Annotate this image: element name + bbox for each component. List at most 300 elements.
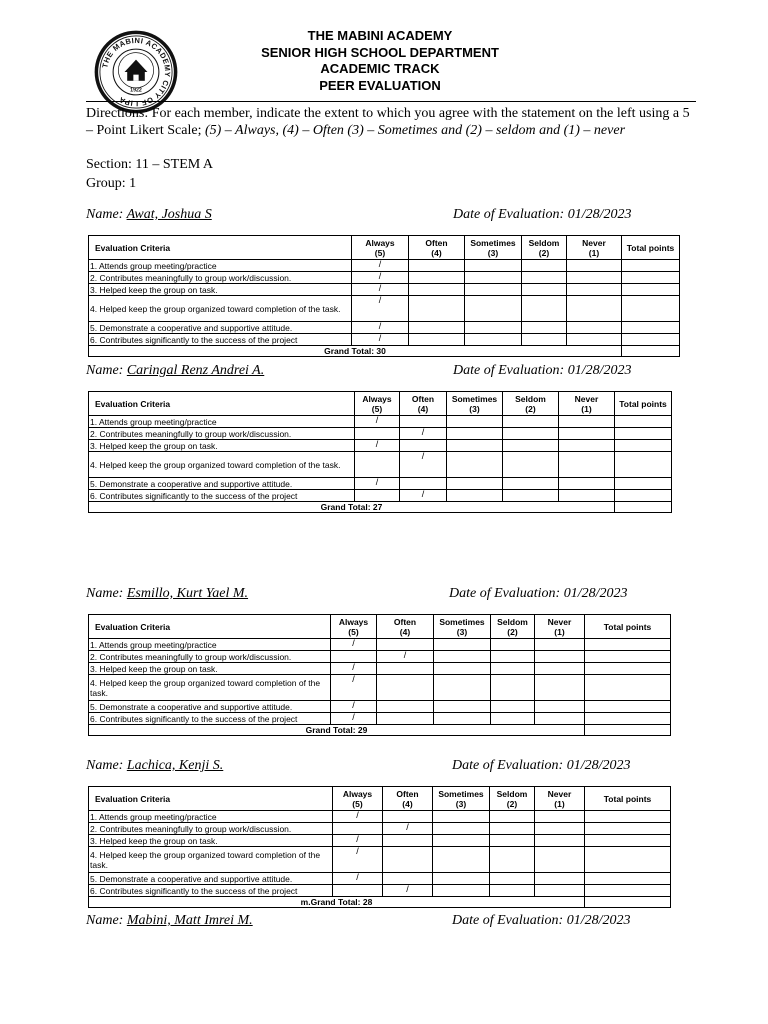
total-points-cell[interactable] — [615, 428, 672, 440]
never-cell[interactable] — [535, 675, 585, 701]
always-header — [333, 787, 383, 811]
sometimes-cell[interactable] — [465, 272, 522, 284]
never-cell[interactable] — [559, 428, 615, 440]
never-cell[interactable] — [535, 713, 585, 725]
grand-total: Grand Total: 27 — [89, 502, 615, 513]
always-cell[interactable] — [331, 651, 377, 663]
seldom-header — [503, 392, 559, 416]
evaluation-date: 01/28/2023 — [566, 913, 631, 928]
often-cell[interactable] — [409, 284, 465, 296]
table-row — [89, 322, 680, 334]
always-cell[interactable] — [333, 885, 383, 897]
always-cell[interactable] — [331, 639, 377, 651]
seldom-header-label: Seldom — [515, 393, 546, 404]
total-points-cell[interactable] — [585, 675, 671, 701]
never-cell[interactable] — [535, 811, 585, 823]
sometimes-header-score: (3) — [456, 626, 468, 637]
table-row — [89, 663, 671, 675]
seldom-cell[interactable] — [503, 440, 559, 452]
seal-text: THE MABINI ACADEMY CITY OF LIPA — [100, 35, 173, 109]
total-points-cell[interactable] — [622, 322, 680, 334]
evaluation-table — [88, 391, 672, 513]
always-header — [352, 236, 409, 260]
table-row — [89, 823, 671, 835]
seldom-cell[interactable] — [503, 452, 559, 478]
total-points-cell[interactable] — [585, 835, 671, 847]
sometimes-header-label: Sometimes — [470, 237, 516, 248]
seldom-header-score: (2) — [525, 403, 536, 414]
total-points-cell[interactable] — [615, 490, 672, 502]
sometimes-header-score: (3) — [469, 403, 480, 414]
seldom-cell[interactable] — [491, 663, 535, 675]
table-row — [89, 713, 671, 725]
never-header — [567, 236, 622, 260]
criterion-text: 1. Attends group meeting/practice — [89, 639, 331, 651]
name-label: Name: — [86, 758, 127, 773]
always-cell[interactable] — [331, 663, 377, 675]
section-label: Section: 11 – STEM A — [86, 157, 214, 172]
sometimes-cell[interactable] — [447, 478, 503, 490]
criterion-text: 2. Contributes meaningfully to group work/discussion. — [89, 428, 355, 440]
check-mark: / — [403, 650, 407, 660]
criterion-text: 2. Contributes meaningfully to group work/discussion. — [89, 823, 333, 835]
date-label: Date of Evaluation: — [453, 363, 568, 378]
always-cell[interactable] — [333, 873, 383, 885]
seldom-cell[interactable] — [522, 260, 567, 272]
date-label: Date of Evaluation: — [453, 207, 568, 222]
always-cell[interactable] — [355, 440, 400, 452]
never-cell[interactable] — [567, 284, 622, 296]
often-header-score: (4) — [417, 403, 429, 414]
seldom-cell[interactable] — [490, 873, 535, 885]
total-points-cell[interactable] — [585, 651, 671, 663]
sometimes-cell[interactable] — [465, 284, 522, 296]
never-cell[interactable] — [559, 478, 615, 490]
grand-total: m.Grand Total: 28 — [89, 897, 585, 908]
seldom-cell[interactable] — [491, 701, 535, 713]
often-cell[interactable] — [383, 823, 433, 835]
seldom-header-score: (2) — [506, 798, 518, 809]
total-points-cell[interactable] — [585, 823, 671, 835]
often-cell[interactable] — [377, 663, 434, 675]
form-title: PEER EVALUATION — [319, 77, 441, 93]
grand-total-row — [89, 502, 672, 513]
sometimes-cell[interactable] — [465, 296, 522, 322]
never-cell[interactable] — [535, 835, 585, 847]
often-cell[interactable] — [377, 701, 434, 713]
table-row — [89, 272, 680, 284]
table-row — [89, 296, 680, 322]
often-cell[interactable] — [400, 428, 447, 440]
never-header-label: Never — [574, 393, 599, 404]
total-points-header: Total points — [585, 615, 671, 639]
often-cell[interactable] — [409, 260, 465, 272]
directions-plain: Directions: For each member, indicate the extent to which you agree with the statement on the left using a 5 – Point Likert Scale; — [86, 106, 690, 138]
sometimes-cell[interactable] — [433, 823, 490, 835]
check-mark: / — [406, 822, 409, 832]
table-row — [89, 701, 671, 713]
seldom-header — [490, 787, 535, 811]
sometimes-cell[interactable] — [447, 428, 503, 440]
sometimes-header-score: (3) — [487, 247, 499, 258]
often-header-score: (4) — [399, 626, 411, 637]
member-name-line — [86, 363, 264, 379]
never-cell[interactable] — [535, 823, 585, 835]
always-cell[interactable] — [333, 823, 383, 835]
sometimes-cell[interactable] — [434, 675, 491, 701]
total-points-cell[interactable] — [615, 452, 672, 478]
total-points-cell[interactable] — [615, 478, 672, 490]
sometimes-cell[interactable] — [434, 651, 491, 663]
often-cell[interactable] — [383, 873, 433, 885]
often-cell[interactable] — [383, 847, 433, 873]
sometimes-header — [447, 392, 503, 416]
total-points-cell[interactable] — [585, 701, 671, 713]
never-cell[interactable] — [535, 847, 585, 873]
total-points-cell[interactable] — [585, 873, 671, 885]
grand-total-points-cell[interactable] — [615, 502, 672, 513]
sometimes-cell[interactable] — [433, 847, 490, 873]
criterion-text: 3. Helped keep the group on task. — [89, 440, 355, 452]
seldom-cell[interactable] — [490, 835, 535, 847]
sometimes-header — [433, 787, 490, 811]
often-cell[interactable] — [377, 639, 434, 651]
check-mark: / — [356, 872, 359, 882]
always-cell[interactable] — [331, 675, 377, 701]
total-points-cell[interactable] — [622, 334, 680, 346]
always-cell[interactable] — [331, 713, 377, 725]
criterion-text: 5. Demonstrate a cooperative and supportive attitude. — [89, 873, 333, 885]
seldom-cell[interactable] — [490, 823, 535, 835]
seldom-cell[interactable] — [503, 478, 559, 490]
table-row — [89, 428, 672, 440]
often-cell[interactable] — [400, 478, 447, 490]
sometimes-cell[interactable] — [434, 701, 491, 713]
seldom-cell[interactable] — [522, 334, 567, 346]
never-cell[interactable] — [535, 651, 585, 663]
seldom-header-label: Seldom — [497, 616, 528, 627]
check-mark: / — [375, 415, 379, 425]
often-cell[interactable] — [377, 651, 434, 663]
table-row — [89, 885, 671, 897]
never-header-score: (1) — [554, 626, 565, 637]
evaluation-date-line — [452, 758, 630, 774]
date-label: Date of Evaluation: — [449, 586, 564, 601]
often-header-label: Often — [396, 788, 419, 799]
sometimes-cell[interactable] — [433, 873, 490, 885]
table-row — [89, 334, 680, 346]
evaluation-date-line — [453, 363, 631, 379]
often-header-label: Often — [411, 393, 435, 404]
never-cell[interactable] — [559, 490, 615, 502]
criteria-header: Evaluation Criteria — [89, 236, 352, 260]
table-row — [89, 651, 671, 663]
check-mark: / — [352, 700, 355, 710]
sometimes-cell[interactable] — [447, 490, 503, 502]
criterion-text: 4. Helped keep the group organized toward completion of the task. — [89, 847, 333, 873]
total-points-cell[interactable] — [585, 811, 671, 823]
never-header — [559, 392, 615, 416]
criterion-text: 3. Helped keep the group on task. — [89, 284, 352, 296]
always-header-label: Always — [365, 237, 395, 248]
often-cell[interactable] — [377, 675, 434, 701]
member-name: Caringal Renz Andrei A. — [126, 363, 265, 378]
always-cell[interactable] — [355, 428, 400, 440]
evaluation-date: 01/28/2023 — [567, 207, 632, 222]
often-header-score: (4) — [402, 798, 413, 809]
always-cell[interactable] — [333, 847, 383, 873]
criterion-text: 3. Helped keep the group on task. — [89, 663, 331, 675]
directions-text — [86, 105, 698, 139]
sometimes-header-label: Sometimes — [439, 616, 485, 627]
seldom-cell[interactable] — [503, 428, 559, 440]
never-cell[interactable] — [567, 272, 622, 284]
grand-total-row — [89, 725, 671, 736]
name-label: Name: — [86, 913, 127, 928]
check-mark: / — [421, 427, 425, 437]
sometimes-cell[interactable] — [434, 663, 491, 675]
check-mark: / — [378, 333, 382, 343]
seal-year: 1922 — [130, 87, 142, 94]
sometimes-header-label: Sometimes — [451, 393, 498, 404]
table-row — [89, 260, 680, 272]
sometimes-cell[interactable] — [447, 440, 503, 452]
grand-total-points-cell[interactable] — [585, 725, 671, 736]
table-row — [89, 416, 672, 428]
sometimes-header — [465, 236, 522, 260]
seldom-cell[interactable] — [522, 284, 567, 296]
seldom-header — [522, 236, 567, 260]
always-header-score: (5) — [371, 403, 383, 414]
sometimes-cell[interactable] — [434, 713, 491, 725]
member-name: Mabini, Matt Imrei M. — [126, 913, 253, 928]
criteria-header: Evaluation Criteria — [89, 392, 355, 416]
grand-total: Grand Total: 30 — [89, 346, 622, 357]
member-name: Esmillo, Kurt Yael M. — [126, 586, 249, 601]
seldom-cell[interactable] — [522, 296, 567, 322]
seldom-header-score: (2) — [538, 247, 550, 258]
evaluation-date-line — [453, 207, 631, 223]
total-points-cell[interactable] — [622, 260, 680, 272]
often-header-label: Often — [393, 616, 417, 627]
never-header-label: Never — [547, 788, 572, 799]
member-name-line — [86, 913, 253, 929]
often-header — [383, 787, 433, 811]
always-cell[interactable] — [352, 296, 409, 322]
evaluation-date: 01/28/2023 — [563, 586, 628, 601]
sometimes-cell[interactable] — [433, 811, 490, 823]
total-points-cell[interactable] — [622, 272, 680, 284]
sometimes-cell[interactable] — [433, 885, 490, 897]
never-cell[interactable] — [567, 296, 622, 322]
table-header-row — [89, 236, 680, 260]
grand-total-points-cell[interactable] — [622, 346, 680, 357]
sometimes-cell[interactable] — [434, 639, 491, 651]
always-header — [355, 392, 400, 416]
table-row — [89, 811, 671, 823]
often-header — [400, 392, 447, 416]
seldom-cell[interactable] — [522, 322, 567, 334]
total-points-cell[interactable] — [622, 284, 680, 296]
check-mark: / — [421, 489, 425, 499]
sometimes-cell[interactable] — [433, 835, 490, 847]
evaluation-table — [88, 235, 680, 357]
criterion-text: 5. Demonstrate a cooperative and supportive attitude. — [89, 701, 331, 713]
sometimes-cell[interactable] — [465, 260, 522, 272]
table-header-row — [89, 392, 672, 416]
always-cell[interactable] — [352, 334, 409, 346]
seldom-header-label: Seldom — [528, 237, 560, 248]
name-label: Name: — [86, 363, 127, 378]
grand-total: Grand Total: 29 — [89, 725, 585, 736]
check-mark: / — [378, 271, 382, 281]
seldom-cell[interactable] — [491, 639, 535, 651]
grand-total-row — [89, 897, 671, 908]
seldom-cell[interactable] — [491, 651, 535, 663]
always-header-score: (5) — [348, 626, 359, 637]
always-header-score: (5) — [352, 798, 363, 809]
always-header-label: Always — [342, 788, 373, 799]
sometimes-cell[interactable] — [447, 416, 503, 428]
always-cell[interactable] — [333, 835, 383, 847]
evaluation-date: 01/28/2023 — [566, 758, 631, 773]
seldom-cell[interactable] — [522, 272, 567, 284]
table-row — [89, 478, 672, 490]
always-cell[interactable] — [352, 284, 409, 296]
total-points-cell[interactable] — [585, 639, 671, 651]
never-header-label: Never — [582, 237, 606, 248]
criterion-text: 6. Contributes significantly to the success of the project — [89, 334, 352, 346]
total-points-cell[interactable] — [585, 885, 671, 897]
criterion-text: 1. Attends group meeting/practice — [89, 811, 333, 823]
always-cell[interactable] — [355, 478, 400, 490]
name-label: Name: — [86, 586, 127, 601]
sometimes-header-score: (3) — [455, 798, 467, 809]
never-cell[interactable] — [559, 452, 615, 478]
total-points-cell[interactable] — [615, 416, 672, 428]
name-label: Name: — [86, 207, 127, 222]
seldom-cell[interactable] — [490, 847, 535, 873]
group-label: Group: 1 — [86, 176, 137, 191]
grand-total-row — [89, 346, 680, 357]
total-points-cell[interactable] — [585, 663, 671, 675]
criteria-header: Evaluation Criteria — [89, 615, 331, 639]
sometimes-cell[interactable] — [465, 322, 522, 334]
often-cell[interactable] — [383, 885, 433, 897]
total-points-cell[interactable] — [585, 713, 671, 725]
always-header-label: Always — [338, 616, 369, 627]
table-header-row — [89, 615, 671, 639]
never-header-score: (1) — [588, 247, 600, 258]
always-cell[interactable] — [355, 490, 400, 502]
often-cell[interactable] — [409, 296, 465, 322]
department-name: SENIOR HIGH SCHOOL DEPARTMENT — [261, 44, 499, 60]
total-points-cell[interactable] — [622, 296, 680, 322]
never-cell[interactable] — [535, 701, 585, 713]
never-cell[interactable] — [535, 639, 585, 651]
often-cell[interactable] — [383, 835, 433, 847]
total-points-cell[interactable] — [585, 847, 671, 873]
seldom-cell[interactable] — [490, 885, 535, 897]
always-header-label: Always — [362, 393, 392, 404]
often-cell[interactable] — [383, 811, 433, 823]
often-cell[interactable] — [400, 416, 447, 428]
table-row — [89, 873, 671, 885]
check-mark: / — [352, 662, 355, 672]
never-cell[interactable] — [535, 663, 585, 675]
always-cell[interactable] — [355, 452, 400, 478]
check-mark: / — [378, 283, 382, 293]
often-cell[interactable] — [400, 490, 447, 502]
table-header-row — [89, 787, 671, 811]
seldom-cell[interactable] — [503, 416, 559, 428]
never-cell[interactable] — [559, 416, 615, 428]
often-cell[interactable] — [409, 272, 465, 284]
never-cell[interactable] — [567, 260, 622, 272]
seldom-cell[interactable] — [490, 811, 535, 823]
check-mark: / — [378, 321, 382, 331]
never-cell[interactable] — [535, 885, 585, 897]
total-points-header: Total points — [622, 236, 680, 260]
seldom-cell[interactable] — [503, 490, 559, 502]
sometimes-cell[interactable] — [447, 452, 503, 478]
often-cell[interactable] — [400, 440, 447, 452]
member-name-line — [86, 758, 223, 774]
member-name-line — [86, 586, 248, 602]
sometimes-cell[interactable] — [465, 334, 522, 346]
often-cell[interactable] — [409, 334, 465, 346]
often-header — [409, 236, 465, 260]
always-cell[interactable] — [352, 272, 409, 284]
directions-scale: (5) – Always, (4) – Often (3) – Sometimes and (2) – seldom and (1) – never — [204, 123, 626, 138]
always-cell[interactable] — [352, 260, 409, 272]
criterion-text: 5. Demonstrate a cooperative and supportive attitude. — [89, 478, 355, 490]
always-cell[interactable] — [352, 322, 409, 334]
total-points-header: Total points — [615, 392, 672, 416]
criterion-text: 6. Contributes significantly to the success of the project — [89, 713, 331, 725]
seldom-cell[interactable] — [491, 675, 535, 701]
check-mark: / — [375, 477, 379, 487]
often-cell[interactable] — [400, 452, 447, 478]
check-mark: / — [352, 712, 355, 722]
date-label: Date of Evaluation: — [452, 913, 567, 928]
often-cell[interactable] — [409, 322, 465, 334]
date-label: Date of Evaluation: — [452, 758, 567, 773]
never-cell[interactable] — [559, 440, 615, 452]
always-cell[interactable] — [355, 416, 400, 428]
check-mark: / — [356, 846, 359, 856]
table-row — [89, 490, 672, 502]
seldom-header — [491, 615, 535, 639]
grand-total-points-cell[interactable] — [585, 897, 671, 908]
check-mark: / — [378, 259, 382, 269]
criterion-text: 1. Attends group meeting/practice — [89, 416, 355, 428]
never-cell[interactable] — [567, 322, 622, 334]
table-row — [89, 639, 671, 651]
criterion-text: 6. Contributes significantly to the success of the project — [89, 490, 355, 502]
seldom-cell[interactable] — [491, 713, 535, 725]
check-mark: / — [356, 834, 359, 844]
always-cell[interactable] — [333, 811, 383, 823]
often-cell[interactable] — [377, 713, 434, 725]
seldom-header-label: Seldom — [496, 788, 528, 799]
total-points-cell[interactable] — [615, 440, 672, 452]
never-cell[interactable] — [535, 873, 585, 885]
member-name-line — [86, 207, 212, 223]
criterion-text: 5. Demonstrate a cooperative and supportive attitude. — [89, 322, 352, 334]
always-cell[interactable] — [331, 701, 377, 713]
never-cell[interactable] — [567, 334, 622, 346]
